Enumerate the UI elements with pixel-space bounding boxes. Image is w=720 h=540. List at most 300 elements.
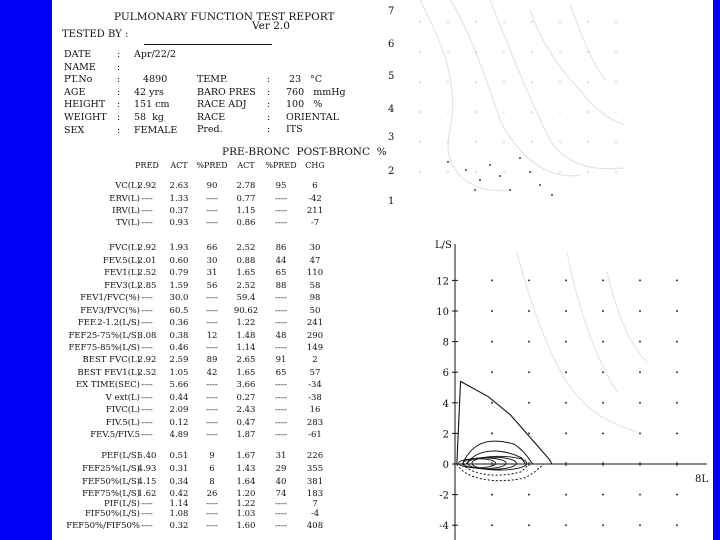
grid-dot	[419, 111, 421, 113]
faint-trace	[517, 252, 637, 432]
row-label: EX TIME(SEC)	[75, 380, 140, 390]
y-unit-label: L/S	[435, 240, 452, 251]
report-version: Ver 2.0	[252, 20, 290, 32]
column-header: ACT	[237, 161, 255, 170]
grid-dot	[475, 111, 477, 113]
y-tick-label: 5	[388, 71, 395, 82]
row-label: ERV(L)	[109, 194, 140, 204]
grid-dot	[491, 341, 493, 343]
patient-colons: : : : : : : :	[117, 49, 121, 136]
grid-dot	[528, 279, 530, 281]
grid-dot	[419, 141, 421, 143]
table-cell: 1.03	[236, 509, 256, 519]
table-cell: 30	[309, 243, 321, 253]
table-cell: 2.59	[169, 355, 189, 365]
table-cell: 0.60	[169, 256, 189, 266]
table-cell: 6	[312, 181, 318, 191]
table-cell: 60.5	[169, 306, 189, 316]
column-header: %PRED	[265, 161, 297, 170]
grid-dot	[419, 21, 421, 23]
grid-dot	[602, 524, 604, 526]
table-cell: 2.92	[137, 355, 157, 365]
table-cell: ----	[206, 293, 218, 303]
column-header: PRED	[135, 161, 159, 170]
table-cell: 1.64	[236, 477, 256, 487]
table-cell: ----	[206, 380, 218, 390]
table-cell: 2	[312, 355, 318, 365]
table-cell: ----	[275, 206, 287, 216]
table-cell: ----	[275, 218, 287, 228]
grid-dot	[528, 524, 530, 526]
table-cell: 355	[306, 464, 324, 474]
row-label: FEF25%(L/S)	[82, 464, 140, 474]
grid-dot	[602, 402, 604, 404]
table-cell: ----	[141, 418, 153, 428]
table-cell: ----	[275, 306, 287, 316]
data-dot	[539, 184, 541, 186]
table-cell: ----	[141, 206, 153, 216]
y-tick-label: 1	[388, 196, 395, 207]
volume-time-trace	[530, 10, 625, 125]
tidal-loop	[463, 458, 506, 469]
grid-dot	[475, 81, 477, 83]
grid-dot	[602, 432, 604, 434]
row-label: VC(L)	[115, 181, 140, 191]
table-cell: 31	[206, 268, 218, 278]
table-cell: ----	[141, 218, 153, 228]
grid-dot	[615, 171, 617, 173]
table-cell: 88	[275, 281, 287, 291]
grid-dot	[503, 171, 505, 173]
table-cell: ----	[275, 521, 287, 531]
table-cell: ----	[141, 306, 153, 316]
grid-dot	[491, 524, 493, 526]
grid-dot	[639, 494, 641, 496]
table-cell: 30.0	[169, 293, 189, 303]
row-label: FVC(L)	[109, 243, 140, 253]
row-label: BEST FEV1(L)	[77, 368, 140, 378]
table-cell: 6	[209, 464, 215, 474]
table-cell: 4.93	[137, 464, 157, 474]
row-label: FEF50%/FIF50%	[66, 521, 140, 531]
table-cell: 90.62	[233, 306, 259, 316]
grid-dot	[676, 494, 678, 496]
table-cell: 1.05	[169, 368, 189, 378]
table-cell: 0.42	[169, 489, 189, 499]
data-dot	[499, 175, 501, 177]
grid-dot	[565, 524, 567, 526]
grid-dot	[531, 81, 533, 83]
grid-dot	[475, 21, 477, 23]
row-label: FEF50%(L/S)	[82, 477, 140, 487]
row-label: FEV.5/FIV.5	[90, 430, 140, 440]
grid-dot	[503, 111, 505, 113]
table-cell: 1.48	[236, 331, 256, 341]
grid-dot	[531, 141, 533, 143]
flow-volume-chart	[377, 232, 713, 540]
y-tick-label: 0	[442, 460, 449, 471]
grid-dot	[447, 141, 449, 143]
env-labels: TEMP. BARO PRES RACE ADJ RACE Pred.	[197, 74, 256, 136]
table-cell: 59.4	[236, 293, 256, 303]
grid-dot	[615, 141, 617, 143]
table-cell: 5.66	[169, 380, 189, 390]
grid-dot	[602, 371, 604, 373]
table-cell: 211	[306, 206, 324, 216]
grid-dot	[639, 524, 641, 526]
y-tick-label: 4	[442, 398, 449, 410]
row-label: FEV.5(L)	[102, 256, 140, 266]
grid-dot	[676, 371, 678, 373]
table-cell: 0.51	[169, 451, 189, 461]
table-cell: 1.59	[169, 281, 189, 291]
table-cell: 4.15	[137, 477, 157, 487]
table-cell: ----	[206, 499, 218, 509]
y-tick-label: 6	[388, 39, 395, 50]
grid-dot	[676, 310, 678, 312]
table-cell: 89	[206, 355, 218, 365]
table-cell: ----	[141, 318, 153, 328]
row-label: FEV1(L)	[104, 268, 140, 278]
table-cell: ----	[275, 418, 287, 428]
grid-dot	[639, 341, 641, 343]
table-cell: ----	[206, 521, 218, 531]
grid-dot	[419, 51, 421, 53]
volume-time-trace	[490, 0, 625, 169]
grid-dot	[559, 81, 561, 83]
grid-dot	[528, 310, 530, 312]
table-cell: 3.66	[236, 380, 256, 390]
patient-values: Apr/22/2 4890 42 yrs 151 cm 58 kg FEMALE	[134, 49, 178, 136]
table-cell: ----	[206, 343, 218, 353]
volume-time-trace	[570, 5, 605, 80]
table-cell: 1.14	[169, 499, 189, 509]
table-cell: ----	[275, 393, 287, 403]
table-cell: 0.77	[236, 194, 256, 204]
grid-dot	[447, 21, 449, 23]
grid-dot	[639, 310, 641, 312]
grid-dot	[602, 279, 604, 281]
table-cell: 74	[275, 489, 287, 499]
grid-dot	[559, 141, 561, 143]
table-cell: 2.65	[236, 355, 256, 365]
table-cell: 241	[306, 318, 324, 328]
table-cell: 2.43	[236, 405, 256, 415]
grid-dot	[676, 341, 678, 343]
row-label: FIV.5(L)	[105, 418, 140, 428]
grid-dot	[475, 141, 477, 143]
table-cell: -34	[308, 380, 322, 390]
table-cell: ----	[141, 405, 153, 415]
grid-dot	[602, 341, 604, 343]
table-cell: 58	[309, 281, 321, 291]
table-cell: ----	[206, 418, 218, 428]
table-cell: 2.52	[236, 243, 256, 253]
table-cell: 2.92	[137, 181, 157, 191]
table-cell: 2.52	[236, 281, 256, 291]
table-cell: 1.14	[236, 343, 256, 353]
grid-dot	[587, 81, 589, 83]
grid-dot	[531, 111, 533, 113]
data-dot	[479, 179, 481, 181]
table-cell: 0.27	[236, 393, 256, 403]
table-cell: 12	[206, 331, 218, 341]
grid-dot	[531, 51, 533, 53]
data-dot	[489, 164, 491, 166]
table-cell: 0.79	[169, 268, 189, 278]
grid-dot	[676, 402, 678, 404]
table-cell: 26	[206, 489, 218, 499]
data-dot	[465, 169, 467, 171]
row-label: PIF(L/S)	[104, 499, 140, 509]
grid-dot	[587, 141, 589, 143]
grid-dot	[503, 141, 505, 143]
grid-dot	[559, 171, 561, 173]
table-cell: 98	[309, 293, 321, 303]
y-tick-label: 2	[442, 429, 449, 441]
grid-dot	[565, 341, 567, 343]
table-cell: 0.47	[236, 418, 256, 428]
table-cell: ----	[141, 499, 153, 509]
data-dot	[447, 161, 449, 163]
signature-line	[144, 44, 272, 45]
grid-dot	[447, 171, 449, 173]
grid-dot	[587, 51, 589, 53]
table-cell: 183	[306, 489, 324, 499]
table-cell: 1.15	[236, 206, 256, 216]
y-tick-label: 7	[388, 6, 395, 17]
grid-dot	[565, 432, 567, 434]
table-cell: ----	[275, 430, 287, 440]
table-cell: 2.85	[137, 281, 157, 291]
x-unit-label: 8L	[695, 474, 709, 485]
table-cell: 1.62	[137, 489, 157, 499]
grid-dot	[639, 432, 641, 434]
grid-dot	[528, 494, 530, 496]
table-cell: 3.08	[137, 331, 157, 341]
table-cell: ----	[275, 194, 287, 204]
column-header: CHG	[305, 161, 325, 170]
y-tick-label: 12	[436, 276, 449, 288]
table-cell: ----	[141, 293, 153, 303]
env-colons: : : : : :	[267, 74, 271, 136]
grid-dot	[531, 171, 533, 173]
table-cell: 2.52	[137, 268, 157, 278]
y-tick-label: 8	[442, 337, 449, 349]
row-label: FEF25-75%(L/S)	[68, 331, 140, 341]
grid-dot	[565, 402, 567, 404]
grid-dot	[615, 81, 617, 83]
table-cell: 44	[275, 256, 287, 266]
grid-dot	[615, 51, 617, 53]
table-cell: 0.12	[169, 418, 189, 428]
grid-dot	[491, 402, 493, 404]
table-cell: ----	[141, 343, 153, 353]
row-label: PEF(L/S)	[101, 451, 140, 461]
grid-dot	[587, 21, 589, 23]
table-cell: 0.37	[169, 206, 189, 216]
table-cell: 48	[275, 331, 287, 341]
table-cell: 1.93	[169, 243, 189, 253]
table-cell: 2.92	[137, 243, 157, 253]
data-dot	[519, 157, 521, 159]
row-label: FEF.2-1.2(L/S)	[77, 318, 140, 328]
table-cell: 1.67	[236, 451, 256, 461]
row-label: V ext(L)	[105, 393, 140, 403]
table-cell: 66	[206, 243, 218, 253]
grid-dot	[447, 111, 449, 113]
grid-dot	[491, 432, 493, 434]
tested-by-label: TESTED BY :	[62, 29, 129, 40]
grid-dot	[565, 494, 567, 496]
grid-dot	[503, 51, 505, 53]
table-cell: -7	[310, 218, 320, 228]
row-label: FIVC(L)	[105, 405, 140, 415]
table-cell: ----	[206, 430, 218, 440]
grid-dot	[528, 402, 530, 404]
column-header: %PRED	[196, 161, 228, 170]
grid-dot	[491, 494, 493, 496]
grid-dot	[565, 279, 567, 281]
table-cell: -38	[308, 393, 322, 403]
grid-dot	[602, 494, 604, 496]
y-tick-label: 6	[442, 368, 449, 380]
grid-dot	[491, 371, 493, 373]
table-cell: 0.44	[169, 393, 189, 403]
grid-dot	[491, 279, 493, 281]
table-cell: 9	[209, 451, 215, 461]
table-cell: 1.08	[169, 509, 189, 519]
table-cell: 56	[206, 281, 218, 291]
table-cell: 1.65	[236, 268, 256, 278]
faint-trace	[567, 252, 617, 392]
y-tick-label: 4	[388, 104, 395, 115]
table-cell: -42	[308, 194, 322, 204]
table-cell: 1.33	[169, 194, 189, 204]
table-cell: 0.93	[169, 218, 189, 228]
grid-dot	[528, 432, 530, 434]
table-cell: ----	[141, 430, 153, 440]
grid-dot	[559, 51, 561, 53]
table-cell: 8	[209, 477, 215, 487]
table-cell: 110	[306, 268, 324, 278]
table-cell: 2.52	[137, 368, 157, 378]
table-cell: ----	[206, 306, 218, 316]
table-cell: 0.86	[236, 218, 256, 228]
y-tick-label: -4	[439, 521, 449, 533]
table-cell: ----	[141, 509, 153, 519]
grid-dot	[559, 21, 561, 23]
table-cell: 1.22	[236, 499, 256, 509]
table-cell: 65	[275, 368, 287, 378]
y-tick-label: -2	[439, 490, 449, 502]
table-cell: 290	[306, 331, 324, 341]
row-label: IRV(L)	[112, 206, 140, 216]
table-cell: ----	[141, 521, 153, 531]
y-tick-label: 2	[388, 166, 395, 177]
table-cell: 40	[275, 477, 287, 487]
grid-dot	[503, 81, 505, 83]
grid-dot	[676, 524, 678, 526]
table-cell: ----	[141, 380, 153, 390]
table-cell: ----	[141, 194, 153, 204]
tidal-loop	[459, 459, 496, 468]
table-cell: 0.88	[236, 256, 256, 266]
patient-labels: DATE NAME PT.No AGE HEIGHT WEIGHT SEX	[64, 49, 107, 136]
grid-dot	[565, 371, 567, 373]
grid-dot	[676, 279, 678, 281]
table-cell: ----	[275, 318, 287, 328]
grid-dot	[587, 111, 589, 113]
row-label: BEST FVC(L)	[82, 355, 140, 365]
grid-dot	[475, 171, 477, 173]
grid-dot	[531, 21, 533, 23]
table-cell: ----	[275, 293, 287, 303]
table-cell: 65	[275, 268, 287, 278]
grid-dot	[419, 81, 421, 83]
table-cell: 149	[306, 343, 324, 353]
report-page	[52, 0, 713, 540]
grid-dot	[419, 171, 421, 173]
table-cell: ----	[206, 206, 218, 216]
table-cell: ----	[275, 380, 287, 390]
grid-dot	[639, 279, 641, 281]
grid-dot	[491, 310, 493, 312]
table-cell: 90	[206, 181, 218, 191]
table-cell: 5.40	[137, 451, 157, 461]
table-cell: ----	[275, 499, 287, 509]
table-cell: ----	[206, 218, 218, 228]
grid-dot	[676, 432, 678, 434]
row-label: FEF75%(L/S)	[82, 489, 140, 499]
table-cell: ----	[206, 194, 218, 204]
table-cell: 0.34	[169, 477, 189, 487]
y-tick-label: 10	[436, 307, 449, 318]
table-cell: 381	[306, 477, 324, 487]
table-cell: 0.46	[169, 343, 189, 353]
table-cell: 0.38	[169, 331, 189, 341]
report-title: PULMONARY FUNCTION TEST REPORT	[114, 11, 335, 23]
table-cell: ----	[206, 509, 218, 519]
row-label: FIF50%(L/S)	[84, 509, 140, 519]
table-cell: 47	[309, 256, 321, 266]
table-cell: 50	[309, 306, 321, 316]
table-cell: 0.31	[169, 464, 189, 474]
data-dot	[551, 194, 553, 196]
grid-dot	[559, 111, 561, 113]
grid-dot	[565, 310, 567, 312]
table-cell: 91	[275, 355, 287, 365]
grid-dot	[615, 21, 617, 23]
table-cell: ----	[275, 405, 287, 415]
grid-dot	[615, 111, 617, 113]
table-cell: 1.22	[236, 318, 256, 328]
table-cell: 1.43	[236, 464, 256, 474]
grid-dot	[503, 21, 505, 23]
grid-dot	[447, 81, 449, 83]
table-cell: -4	[310, 509, 320, 519]
table-cell: 95	[275, 181, 287, 191]
column-header: ACT	[170, 161, 188, 170]
table-cell: ----	[275, 343, 287, 353]
table-cell: ----	[206, 405, 218, 415]
faint-trace	[607, 272, 647, 362]
table-cell: 0.36	[169, 318, 189, 328]
table-cell: ----	[206, 318, 218, 328]
row-label: FEV3(L)	[104, 281, 140, 291]
env-values: 23 °C 760 mmHg 100 % ORIENTAL ITS	[286, 74, 346, 136]
table-cell: ----	[206, 393, 218, 403]
